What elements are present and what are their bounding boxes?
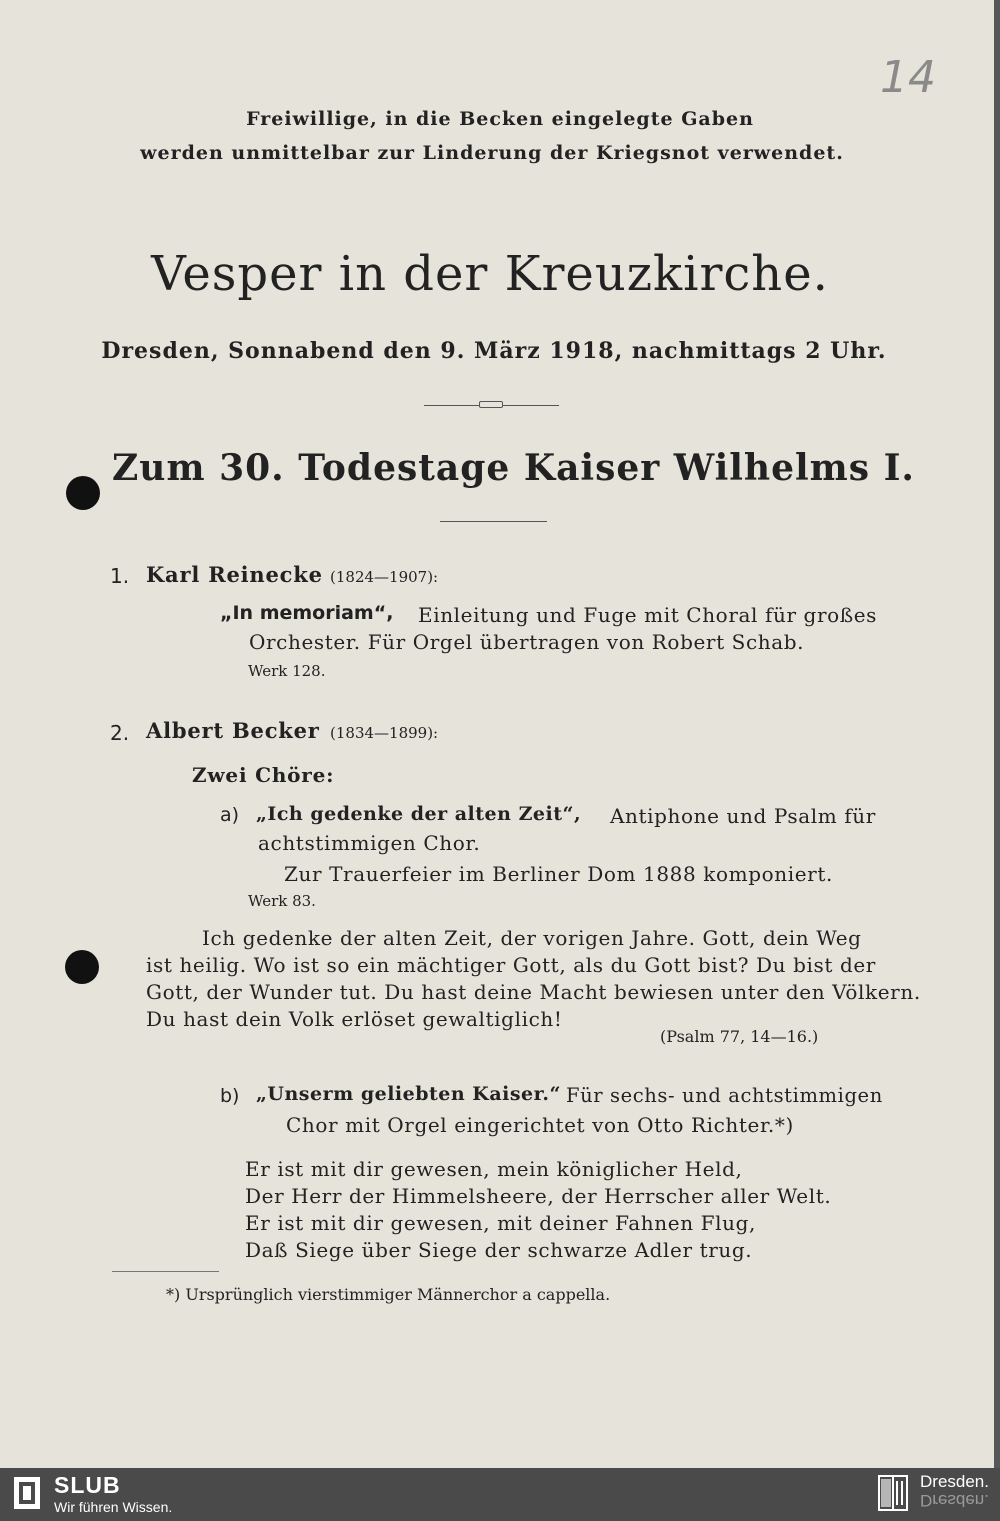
verse-line-2: Der Herr der Himmelsheere, der Herrscher aller Welt.	[245, 1184, 832, 1208]
divider-left	[424, 405, 479, 406]
item-2a-opus: Werk 83.	[248, 892, 316, 910]
item-1-composer: Karl Reinecke	[146, 562, 323, 587]
item-1-opus: Werk 128.	[248, 662, 326, 680]
header-line-2: werden unmittelbar zur Linderung der Kriegsnot verwendet.	[140, 142, 844, 164]
page-title: Vesper in der Kreuzkirche.	[151, 246, 829, 302]
item-2-number: 2.	[110, 721, 130, 745]
footer-city[interactable]: Dresden.	[920, 1472, 989, 1491]
item-2a-text-line-1: Ich gedenke der alten Zeit, der vorigen Jahre. Gott, dein Weg	[202, 926, 862, 950]
footer-city-reflection: Dresden.	[920, 1491, 989, 1510]
page-edge	[994, 0, 1000, 1468]
item-2a-text-line-3: Gott, der Wunder tut. Du hast deine Macht bewiesen unter den Völkern.	[146, 980, 921, 1004]
subtitle: Zum 30. Todestage Kaiser Wilhelms I.	[112, 447, 915, 489]
item-2a-citation: (Psalm 77, 14—16.)	[660, 1027, 819, 1046]
item-2a-desc-2: achtstimmigen Chor.	[258, 831, 481, 855]
verse-line-3: Er ist mit dir gewesen, mit deiner Fahnen Flug,	[245, 1211, 756, 1235]
slub-logo-icon	[14, 1477, 40, 1509]
item-2b-label: b)	[220, 1085, 240, 1107]
footnote-rule	[112, 1271, 219, 1272]
item-2b-desc-2: Chor mit Orgel eingerichtet von Otto Richter.*)	[286, 1113, 794, 1137]
dresden-crest-icon	[878, 1475, 908, 1511]
footer-brand[interactable]: SLUB	[54, 1472, 121, 1498]
item-2a-text-line-2: ist heilig. Wo ist so ein mächtiger Gott, als du Gott bist? Du bist der	[146, 953, 876, 977]
handwritten-page-number: 14	[880, 52, 936, 103]
item-2a-desc: Antiphone und Psalm für	[610, 804, 876, 828]
item-1-number: 1.	[110, 564, 130, 588]
item-1-work-title: „In memoriam“,	[220, 602, 394, 624]
date-line: Dresden, Sonnabend den 9. März 1918, nachmittags 2 Uhr.	[101, 338, 887, 364]
item-1-work-desc: Einleitung und Fuge mit Choral für großes	[418, 603, 878, 627]
item-2a-text-line-4: Du hast dein Volk erlöset gewaltiglich!	[146, 1007, 563, 1031]
item-1-years: (1824—1907):	[330, 568, 439, 586]
divider-right	[503, 405, 559, 406]
item-2-composer: Albert Becker	[146, 718, 320, 743]
item-2a-work-title: „Ich gedenke der alten Zeit“,	[256, 803, 582, 825]
item-2a-label: a)	[220, 804, 240, 826]
subtitle-divider	[440, 521, 547, 522]
item-2-years: (1834—1899):	[330, 724, 439, 742]
punch-hole-top	[66, 476, 100, 510]
item-2a-note: Zur Trauerfeier im Berliner Dom 1888 komponiert.	[284, 862, 833, 886]
divider-ornament	[479, 401, 503, 408]
footer-bar	[0, 1468, 1000, 1521]
verse-line-4: Daß Siege über Siege der schwarze Adler trug.	[245, 1238, 753, 1262]
item-2b-work-title: „Unserm geliebten Kaiser.“	[256, 1083, 561, 1105]
header-line-1: Freiwillige, in die Becken eingelegte Gaben	[246, 108, 754, 130]
verse-line-1: Er ist mit dir gewesen, mein königlicher Held,	[245, 1157, 743, 1181]
item-2b-desc: Für sechs- und achtstimmigen	[566, 1084, 883, 1107]
item-2-heading: Zwei Chöre:	[192, 763, 335, 787]
footer-tagline: Wir führen Wissen.	[54, 1499, 173, 1515]
item-1-work-desc-2: Orchester. Für Orgel übertragen von Robert Schab.	[249, 630, 805, 654]
punch-hole-bottom	[65, 950, 99, 984]
footnote: *) Ursprünglich vierstimmiger Männerchor a cappella.	[166, 1285, 611, 1304]
